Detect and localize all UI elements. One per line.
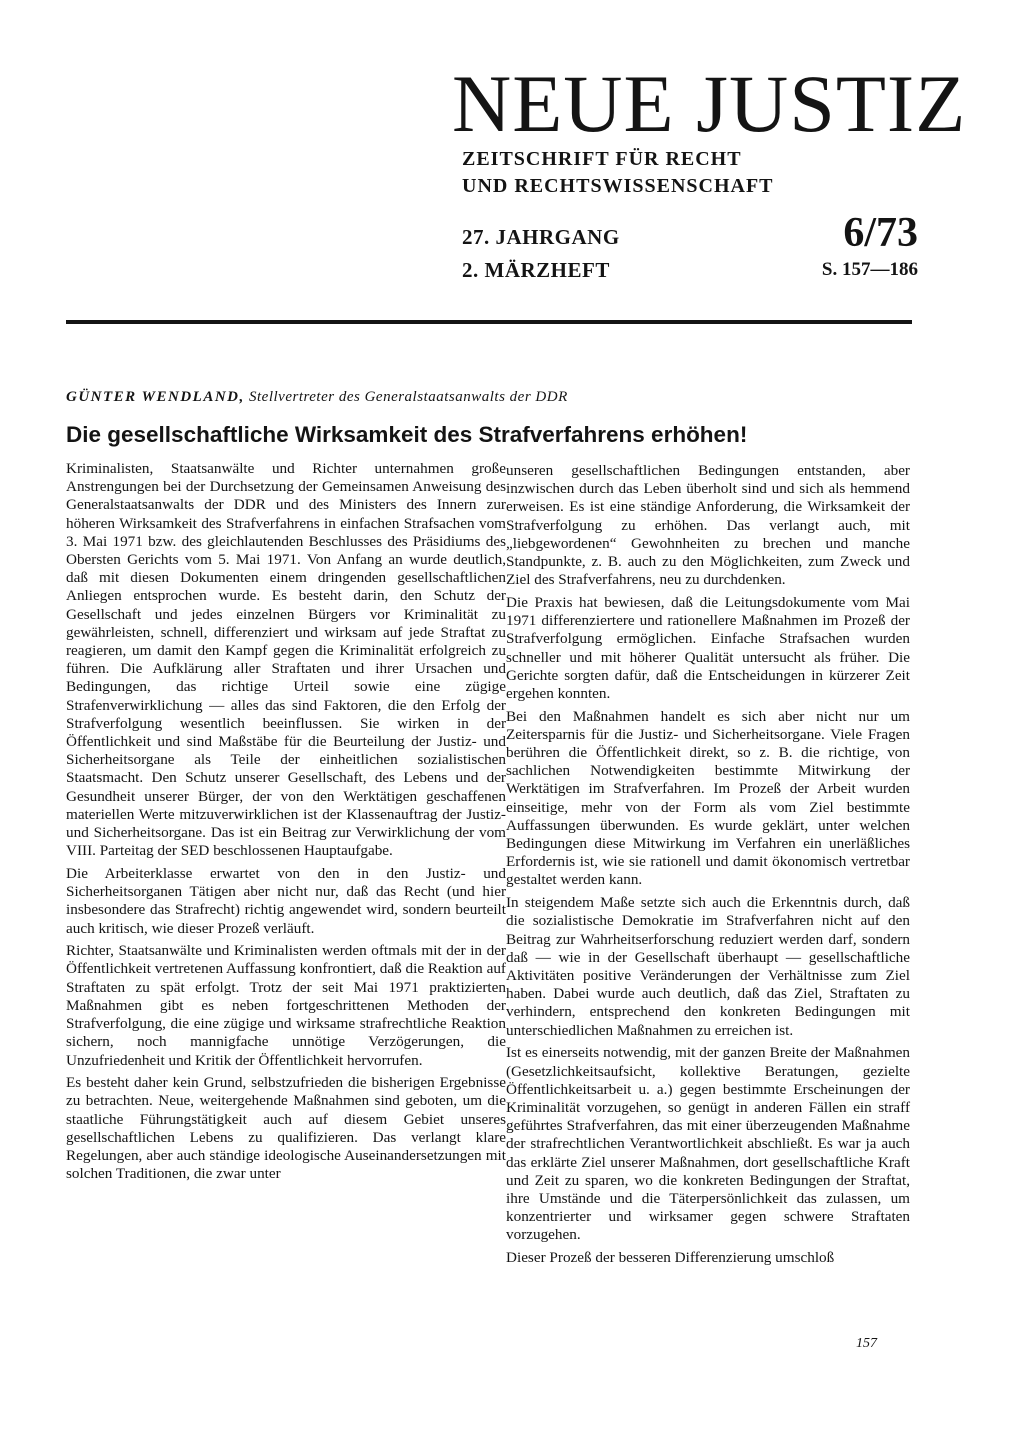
page-number: 157 (856, 1336, 877, 1351)
paragraph: Richter, Staatsanwälte und Kriminalisten werden oftmals mit der in der Öffentlichkeit vertretenen Auffassung konfrontiert, daß die Reaktion auf Straftaten zu spät erfolgt. Trotz der seit Mai 1971 praktizierten Maßnahmen gibt es neben fortgeschrittenen Methoden der Strafverfolgung, die eine zügige und wirksame strafrechtliche Reaktion sichern, noch mannigfache unnötige Verzögerungen, die Unzufriedenheit und Kritik der Öffentlichkeit hervorrufen. (66, 942, 506, 1069)
paragraph: Es besteht daher kein Grund, selbstzufrieden die bisherigen Ergebnisse zu betrachten. Neue, weitergehende Maßnahmen sind geboten, um die staatliche Führungstätigkeit auch auf diesem Gebiet unseres gesellschaftlichen Lebens zu qualifizieren. Das verlangt klare Regelungen, aber auch ständige ideologische Auseinandersetzungen mit solchen Traditionen, die zwar unter (66, 1074, 506, 1183)
paragraph: Kriminalisten, Staatsanwälte und Richter unternahmen große Anstrengungen bei der Durchsetzung der Gemeinsamen Anweisung des Generalstaatsanwalts der DDR und des Ministers des Innern zur höheren Wirksamkeit des Strafverfahrens in einfachen Strafsachen vom 3. Mai 1971 bzw. des gleichlautenden Beschlusses des Präsidiums des Obersten Gerichts vom 5. Mai 1971. Von Anfang an wurde deutlich, daß mit diesen Dokumenten einem dringenden gesellschaftlichen Anliegen entsprochen wurde. Es besteht darin, den Schutz der Gesellschaft und jedes einzelnen Bürgers vor Kriminalität zu gewährleisten, schnell, differenziert und wirksam auf jede Straftat zu reagieren, um damit den Kampf gegen die Kriminalität erfolgreich zu führen. Die Aufklärung aller Straftaten und ihrer Ursachen und Bedingungen, das richtige Urteil sowie eine zügige Strafenverwirklichung — alles das sind Faktoren, die den Erfolg der Strafverfolgung wesentlich beeinflussen. Sie wirken in der Öffentlichkeit und sind Maßstäbe für die Beurteilung der Justiz- und Sicherheitsorgane als Teile der einheitlichen sozialistischen Staatsmacht. Den Schutz unserer Gesellschaft, des Lebens und der Gesundheit unserer Bürger, der von den Werktätigen geschaffenen materiellen Werte mitzuverwirklichen ist der Klassenauftrag der Justiz- und Sicherheitsorgane. Das ist ein Beitrag zur Verwirklichung der vom VIII. Parteitag der SED beschlossenen Hauptaufgabe. (66, 460, 506, 860)
masthead-rule (66, 320, 912, 324)
author-role: Stellvertreter des Generalstaatsanwalts der DDR (249, 389, 568, 405)
right-column (506, 462, 910, 1272)
volume-label: 27. JAHRGANG (462, 225, 620, 249)
article-headline: Die gesellschaftliche Wirksamkeit des Strafverfahrens erhöhen! (66, 422, 748, 447)
page-range: S. 157—186 (821, 259, 918, 280)
paragraph: In steigendem Maße setzte sich auch die Erkenntnis durch, daß die sozialistische Demokratie im Strafverfahren nicht auf den Beitrag zur Wahrheitserforschung reduziert werden darf, sondern daß — wie in der Gesellschaft überhaupt — gesellschaftliche Aktivitäten positive Veränderungen der Verhältnisse zum Ziel haben. Dabei wurde auch deutlich, daß das Ziel, Straftaten zu verhindern, entsprechend den konkreten Bedingungen mit unterschiedlichen Maßnahmen zu erreichen ist. (506, 894, 910, 1039)
paragraph: Bei den Maßnahmen handelt es sich aber nicht nur um Zeitersparnis für die Justiz- und Sicherheitsorgane. Viele Fragen berühren die Öffentlichkeit direkt, so z. B. die richtige, von sachlichen Notwendigkeiten bestimmte Mitwirkung der Werktätigen im Strafverfahren. Im Prozeß der Arbeit wurden einseitige, mehr von der Form als vom Ziel bestimmte Auffassungen überwunden. Es wurde geklärt, unter welchen Bedingungen diese Mitwirkung im Verfahren ein unerläßliches Erfordernis ist, wie sie rationell und damit ökonomisch vertretbar gestaltet werden kann. (506, 707, 910, 889)
paragraph: Die Arbeiterklasse erwartet von den in den Justiz- und Sicherheitsorganen Tätigen aber nicht nur, daß das Recht (und hier insbesondere das Strafrecht) richtig angewendet wird, sondern beurteilt auch kritisch, wie dieser Prozeß verläuft. (66, 864, 506, 937)
journal-subtitle-line2: UND RECHTSWISSENSCHAFT (462, 175, 774, 197)
issue-info (462, 221, 620, 287)
journal-title: NEUE JUSTIZ (452, 58, 967, 149)
issue-number: 6/73 (843, 210, 918, 256)
author-line (66, 387, 568, 407)
issue-label: 2. MÄRZHEFT (462, 258, 610, 282)
paragraph: unseren gesellschaftlichen Bedingungen entstanden, aber inzwischen durch das Leben überholt sind und sich als hemmend erweisen. Es ist eine ständige Anforderung, die Wirksamkeit der Strafverfolgung zu erhöhen. Das verlangt auch, mit „liebgewordenen“ Gewohnheiten zu brechen und manche Standpunkte, z. B. auch zu den Möglichkeiten, zum Zweck und Ziel des Strafverfahrens, neu zu durchdenken. (506, 462, 910, 589)
paragraph: Ist es einerseits notwendig, mit der ganzen Breite der Maßnahmen (Gesetzlichkeitsaufsicht, kollektive Beratungen, gezielte Öffentlichkeitsarbeit u. a.) gegen bestimmte Erscheinungen der Kriminalität vorzugehen, so genügt in anderen Fällen ein straff geführtes Strafverfahren, das mit einer überzeugenden Maßnahme der strafrechtlichen Verantwortlichkeit abschließt. Es war ja auch das erklärte Ziel unserer Maßnahmen, dort gesellschaftliche Kraft und Zeit zu sparen, wo die konkreten Bedingungen der Straftat, ihre Umstände und die Täterpersönlichkeit das zulassen, um konzentrierter und wirksamer gegen schwere Straftaten vorzugehen. (506, 1044, 910, 1244)
author-name: GÜNTER WENDLAND, (66, 389, 245, 405)
paragraph: Dieser Prozeß der besseren Differenzierung umschloß (506, 1249, 835, 1267)
paragraph: Die Praxis hat bewiesen, daß die Leitungsdokumente vom Mai 1971 differenziertere und rationellere Maßnahmen im Prozeß der Strafverfolgung ermöglichen. Einfache Strafsachen wurden schneller und mit höherer Qualität untersucht als früher. Die Gerichte sorgten dafür, daß die Entscheidungen in kürzerer Zeit ergehen konnten. (506, 593, 910, 702)
masthead (452, 58, 967, 197)
journal-subtitle-line1: ZEITSCHRIFT FÜR RECHT (462, 148, 742, 170)
journal-subtitle (462, 146, 774, 200)
left-column (66, 460, 506, 1188)
